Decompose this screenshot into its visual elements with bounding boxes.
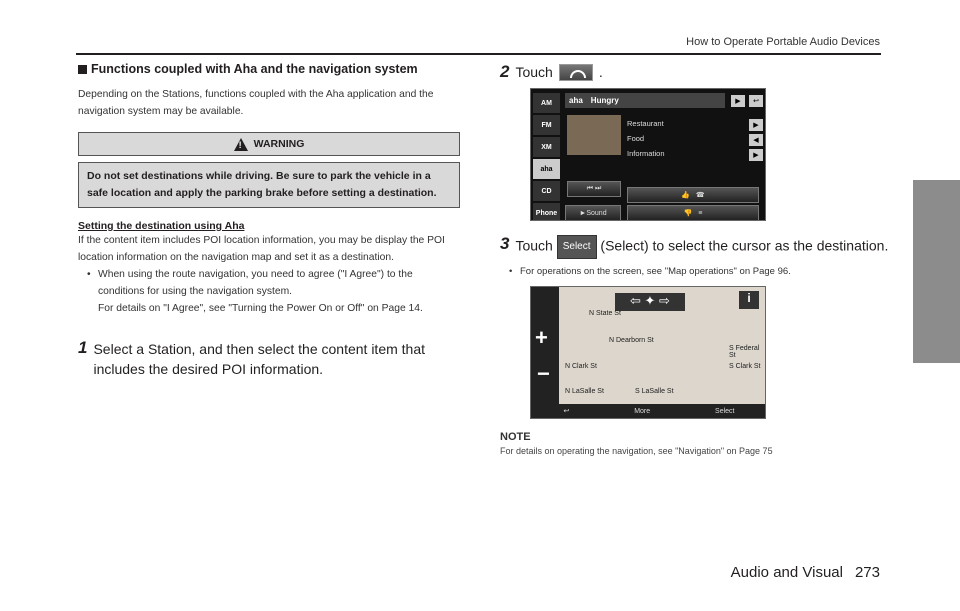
album-art xyxy=(567,115,621,155)
chapter-tab xyxy=(913,180,960,363)
bottom-row: 👎 ≡ xyxy=(627,205,759,221)
aha-screenshot xyxy=(530,88,766,221)
row-arrow-icon: ▶ xyxy=(749,119,763,131)
street-label: N Dearborn St xyxy=(609,337,654,344)
zoom-in-icon: + xyxy=(535,325,548,350)
source-xm: XM xyxy=(533,137,560,157)
map-toolbar xyxy=(531,404,766,418)
page-number: 273 xyxy=(854,564,880,581)
street-label: S Clark St xyxy=(729,363,761,370)
select-badge: Select xyxy=(557,235,597,259)
more-label: More xyxy=(634,407,651,415)
zoom-out-icon: − xyxy=(537,361,550,386)
aha-header xyxy=(565,93,725,108)
step-3: 3 Touch Select (Select) to select the cursor as the destination. xyxy=(500,235,890,259)
aha-logo: aha xyxy=(569,96,583,105)
row-arrow-icon: ▶ xyxy=(749,149,763,161)
list-item: Restaurant xyxy=(627,119,664,128)
station-name: Hungry xyxy=(590,96,619,105)
step-2: 2 Touch . xyxy=(500,62,603,81)
street-label: N State St xyxy=(589,310,621,317)
play-small-icon: ▶ xyxy=(731,95,745,107)
agree-bullet: • When using the route navigation, you need to agree ("I Agree") to the conditions for using the navigation system. For details on "I Agree", see "Turning the Power On or Off" on Page 14. xyxy=(78,266,460,317)
street-label: S LaSalle St xyxy=(635,388,674,395)
back-icon: ↩ xyxy=(563,408,570,415)
navigation-link-icon xyxy=(559,64,593,81)
square-bullet-icon xyxy=(78,65,87,74)
street-label: N Clark St xyxy=(565,363,597,370)
page-footer xyxy=(731,564,880,581)
source-fm: FM xyxy=(533,115,560,135)
street-label: N LaSalle St xyxy=(565,388,604,395)
section-name: Audio and Visual xyxy=(730,564,843,581)
sub-heading: Setting the destination using Aha xyxy=(78,220,245,232)
poi-paragraph: If the content item includes POI location information, you may be display the POI location information on the navigation map and set it as a destination. xyxy=(78,235,445,263)
warning-icon: ! xyxy=(234,138,248,151)
row-arrow-icon: ◀ xyxy=(749,134,763,146)
info-icon: i xyxy=(739,291,759,309)
street-label: S Federal St xyxy=(729,345,760,359)
left-column xyxy=(78,62,460,379)
list-item: Information xyxy=(627,149,665,158)
note-title: NOTE xyxy=(500,431,531,443)
map-ops-bullet: • For operations on the screen, see "Map operations" on Page 96. xyxy=(500,263,890,280)
select-label: Select xyxy=(715,407,735,415)
skip-controls: ⏮ ⏭ xyxy=(567,181,621,197)
list-item: Food xyxy=(627,134,645,143)
warning-body: Do not set destinations while driving. Be sure to park the vehicle in a safe location and apply the parking brake before setting a destination. xyxy=(78,162,460,208)
right-column xyxy=(500,62,890,456)
note-text: For details on operating the navigation, see "Navigation" on Page 75 xyxy=(500,446,773,456)
source-aha: aha xyxy=(533,159,560,179)
running-header: How to Operate Portable Audio Devices xyxy=(686,36,880,48)
map-screenshot xyxy=(530,286,766,419)
step-1: 1 Select a Station, and then select the content item that includes the desired POI information. xyxy=(78,338,426,377)
intro-text: Depending on the Stations, functions coupled with the Aha application and the navigation system may be available. xyxy=(78,89,434,117)
action-row: 👍 ☎ xyxy=(627,187,759,203)
compass-arrows: ⇦ ✦ ⇨ xyxy=(615,293,685,311)
source-am: AM xyxy=(533,93,560,113)
back-icon: ↩ xyxy=(749,95,763,107)
sound-button: ► Sound xyxy=(565,205,621,221)
header-rule xyxy=(76,53,881,55)
source-cd: CD xyxy=(533,181,560,201)
source-phone: Phone xyxy=(533,203,560,221)
warning-header: ! WARNING xyxy=(78,132,460,156)
section-heading: Functions coupled with Aha and the navigation system xyxy=(78,62,460,76)
